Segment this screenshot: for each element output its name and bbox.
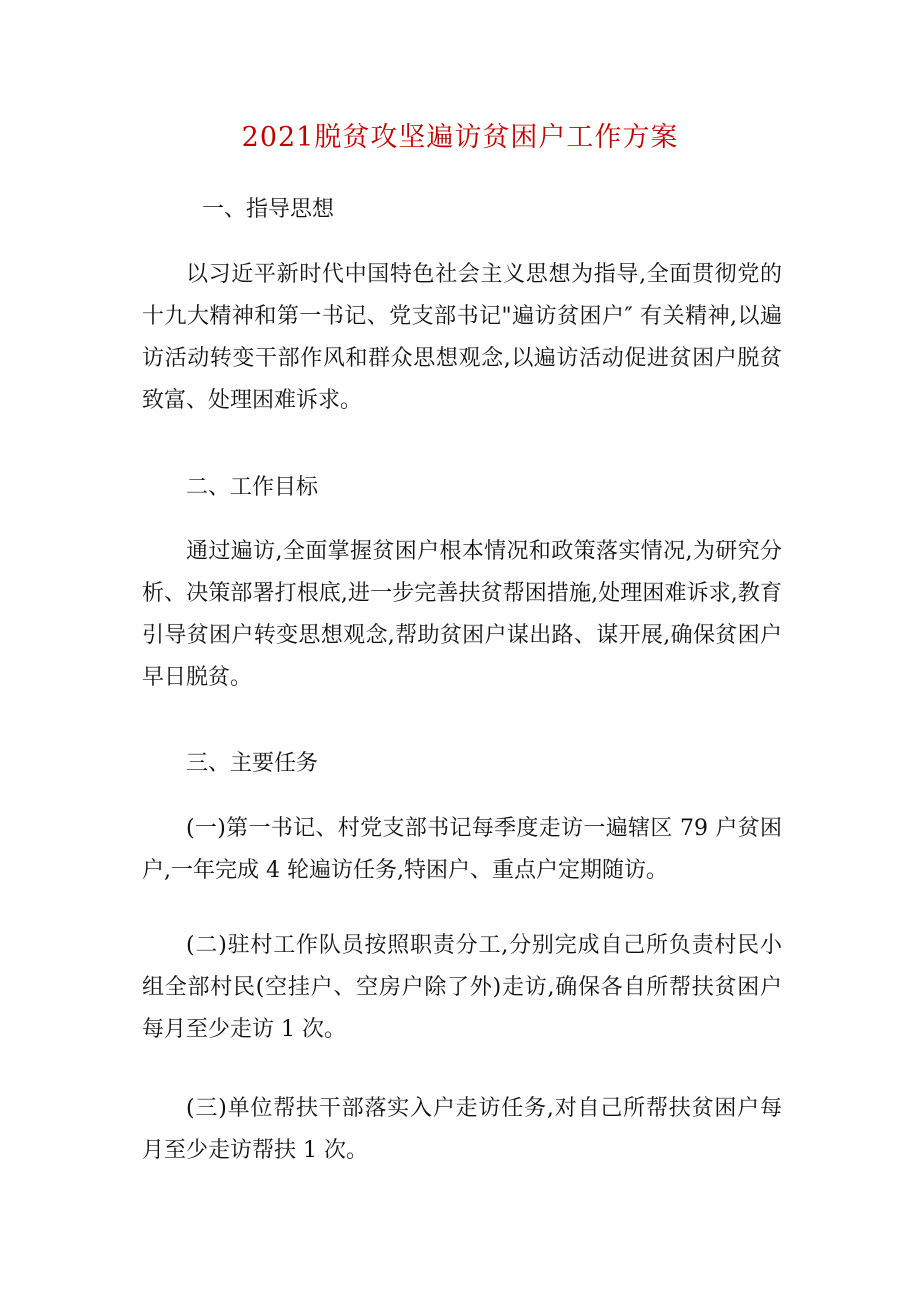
section-heading-main-tasks: 三、主要任务 — [186, 751, 319, 776]
document-title: 2021脱贫攻坚遍访贫困户工作方案 — [241, 122, 679, 153]
paragraph-task-1: (一)第一书记、村党支部书记每季度走访一遍辖区 79 户贫困户,一年完成 4 轮遍访任务,特困户、重点户定期随访。 — [142, 816, 782, 883]
section-heading-work-goals: 二、工作目标 — [186, 475, 319, 500]
paragraph-task-3: (三)单位帮扶干部落实入户走访任务,对自己所帮扶贫困户每月至少走访帮扶 1 次。 — [142, 1096, 782, 1163]
paragraph-task-2: (二)驻村工作队员按照职责分工,分别完成自己所负责村民小组全部村民(空挂户、空房户除了外)走访,确保各自所帮扶贫困户每月至少走访 1 次。 — [142, 933, 782, 1042]
paragraph-work-goals: 通过遍访,全面掌握贫困户根本情况和政策落实情况,为研究分析、决策部署打根底,进一步完善扶贫帮困措施,处理困难诉求,教育引导贫困户转变思想观念,帮助贫困户谋出路、谋开展,确保贫困户早日脱贫。 — [142, 539, 782, 690]
section-heading-guiding-ideology: 一、指导思想 — [202, 197, 335, 222]
paragraph-guiding-ideology: 以习近平新时代中国特色社会主义思想为指导,全面贯彻党的十九大精神和第一书记、党支部书记"遍访贫困户″ 有关精神,以遍访活动转变干部作风和群众思想观念,以遍访活动促进贫困户脱贫致富、处理困难诉求。 — [142, 262, 782, 413]
